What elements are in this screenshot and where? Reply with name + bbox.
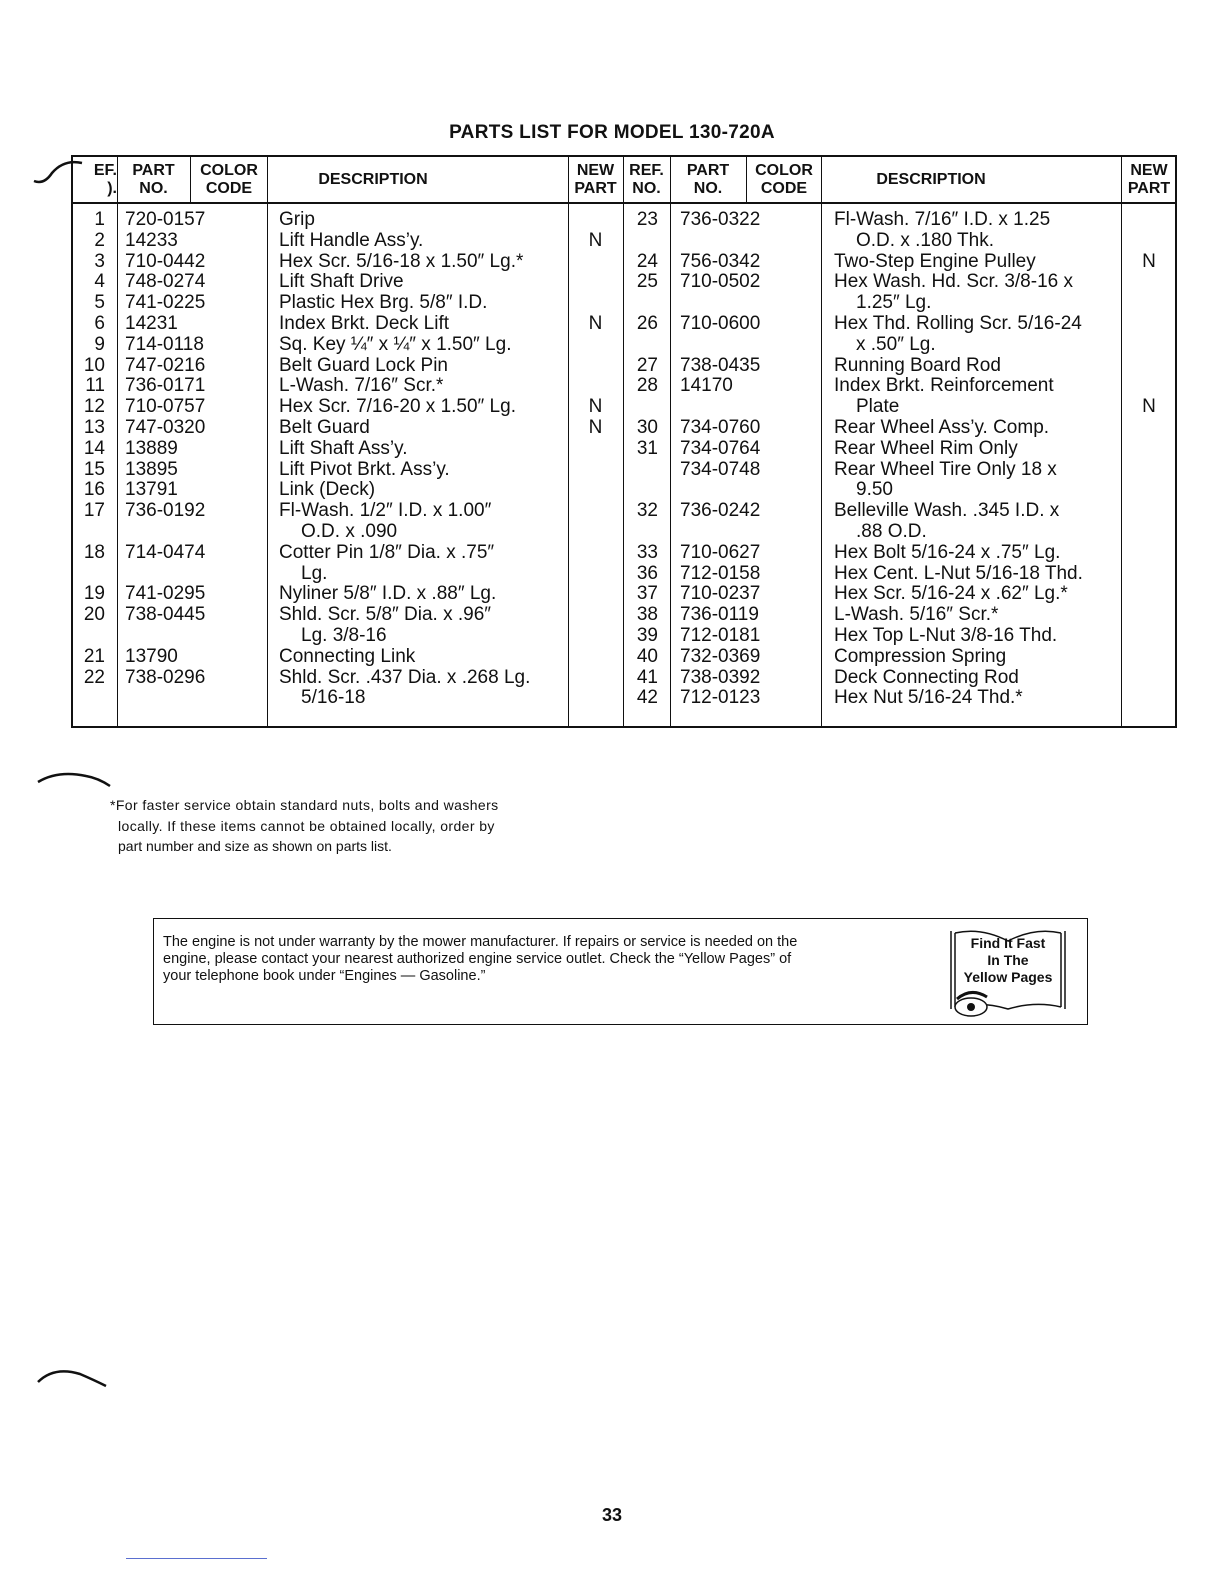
part-number: 710-0627 (680, 541, 761, 563)
footnote-line: part number and size as shown on parts list. (118, 838, 392, 854)
part-description: Belleville Wash. .345 I.D. x (834, 500, 1060, 522)
part-number: 720-0157 (125, 209, 206, 230)
part-description: Sq. Key ¼″ x ¼″ x 1.50″ Lg. (279, 333, 512, 355)
part-description: O.D. x .180 Thk. (856, 229, 994, 251)
part-description: Running Board Rod (834, 354, 1001, 376)
page-title: PARTS LIST FOR MODEL 130-720A (449, 122, 775, 143)
table-row (73, 313, 1175, 334)
ref-number: 1 (94, 209, 105, 230)
header-description-right: DESCRIPTION (876, 171, 986, 188)
part-description: Plate (856, 396, 900, 418)
part-number: 736-0322 (680, 209, 761, 230)
part-description: 5/16-18 (301, 687, 366, 709)
part-description: Hex Thd. Rolling Scr. 5/16-24 (834, 313, 1082, 334)
part-description: 9.50 (856, 479, 893, 501)
header-part-left: PART NO. (132, 162, 175, 197)
part-description: Nyliner 5/8″ I.D. x .88″ Lg. (279, 583, 497, 605)
part-number: 714-0474 (125, 541, 206, 563)
header-color-right: COLOR CODE (755, 162, 813, 197)
ref-number: 4 (94, 271, 105, 293)
badge-line: Find It Fast (970, 935, 1046, 951)
part-number: 748-0274 (125, 271, 206, 293)
ref-number: 38 (636, 604, 658, 626)
badge-text (947, 935, 1069, 986)
footnote-line: *For faster service obtain standard nuts, bolts and washers (110, 797, 499, 813)
table-row (73, 521, 1175, 542)
scan-mark (30, 155, 90, 190)
ref-number: 39 (636, 625, 658, 646)
part-description: Hex Cent. L-Nut 5/16-18 Thd. (834, 562, 1083, 584)
part-number: 710-0237 (680, 583, 761, 605)
ref-number: 41 (636, 666, 658, 688)
footnote-line: locally. If these items cannot be obtained locally, order by (118, 817, 495, 834)
part-description: Hex Nut 5/16-24 Thd.* (834, 687, 1023, 709)
warranty-notice (153, 918, 1088, 1025)
part-description: Lift Pivot Brkt. Ass’y. (279, 458, 450, 480)
ref-number: 6 (94, 313, 105, 334)
part-number: 714-0118 (125, 333, 204, 355)
part-description: Compression Spring (834, 645, 1007, 667)
ref-number: 23 (636, 209, 658, 230)
part-description: O.D. x .090 (301, 521, 398, 542)
ref-number: 32 (636, 500, 658, 522)
part-number: 710-0600 (680, 313, 761, 334)
part-number: 736-0242 (680, 500, 761, 522)
part-number: 756-0342 (680, 250, 761, 272)
part-description: .88 O.D. (856, 521, 927, 542)
table-row (73, 542, 1175, 563)
ref-number: 42 (636, 687, 658, 709)
warranty-line: engine, please contact your nearest authorized engine service outlet. Check the “Yellow Pages” of (163, 951, 792, 967)
part-number: 734-0748 (680, 458, 761, 480)
part-description: Shld. Scr. 5/8″ Dia. x .96″ (279, 604, 491, 626)
ref-number: 20 (83, 604, 105, 626)
warranty-line: The engine is not under warranty by the mower manufacturer. If repairs or service is needed on the (163, 934, 798, 950)
part-description: Belt Guard (279, 417, 370, 438)
header-description-left: DESCRIPTION (318, 171, 428, 188)
part-number: 738-0296 (125, 666, 206, 688)
part-number: 710-0502 (680, 271, 761, 293)
part-description: Lift Shaft Ass’y. (279, 437, 408, 459)
part-number: 712-0181 (680, 625, 761, 646)
table-row (73, 563, 1175, 584)
table-row (73, 604, 1175, 625)
header-new-left: NEW PART (574, 162, 617, 197)
part-description: Belt Guard Lock Pin (279, 354, 448, 376)
table-row (73, 479, 1175, 500)
table-row (73, 230, 1175, 251)
part-number: 712-0123 (680, 687, 761, 709)
part-description: Lift Handle Ass’y. (279, 229, 424, 251)
table-row (73, 646, 1175, 667)
table-row (73, 251, 1175, 272)
part-description: Rear Wheel Ass’y. Comp. (834, 417, 1050, 438)
part-description: Hex Scr. 5/16-18 x 1.50″ Lg.* (279, 250, 524, 272)
header-ref-left: EF. ). (93, 162, 117, 197)
part-description: 1.25″ Lg. (856, 292, 932, 314)
ref-number: 36 (636, 562, 658, 584)
footnote (110, 795, 630, 857)
header-new-right: NEW PART (1127, 162, 1171, 197)
part-description: Fl-Wash. 7/16″ I.D. x 1.25 (834, 209, 1051, 230)
new-part-flag: N (588, 229, 603, 251)
part-description: L-Wash. 5/16″ Scr.* (834, 604, 999, 626)
telephone-icon (955, 992, 987, 1016)
header-ref-right: REF. NO. (629, 162, 664, 197)
warranty-line: your telephone book under “Engines — Gasoline.” (163, 968, 486, 984)
part-number: 738-0435 (680, 354, 761, 376)
ref-number: 5 (94, 292, 105, 314)
part-number: 741-0295 (125, 583, 206, 605)
new-part-flag: N (1142, 250, 1156, 272)
badge-line: In The (987, 952, 1029, 968)
table-row (73, 355, 1175, 376)
part-description: Hex Bolt 5/16-24 x .75″ Lg. (834, 541, 1061, 563)
ref-number: 19 (83, 583, 105, 605)
part-number: 741-0225 (125, 292, 206, 314)
part-description: x .50″ Lg. (856, 333, 936, 355)
table-row (73, 209, 1175, 230)
new-part-flag: N (588, 396, 603, 418)
part-description: Deck Connecting Rod (834, 666, 1019, 688)
part-number: 734-0760 (680, 417, 761, 438)
header-color-left: COLOR CODE (200, 162, 258, 197)
part-number: 736-0171 (125, 375, 206, 397)
part-description: Two-Step Engine Pulley (834, 250, 1036, 272)
ref-number: 11 (85, 375, 105, 397)
ref-number: 14 (83, 437, 105, 459)
ref-number: 3 (94, 250, 105, 272)
ref-number: 9 (94, 333, 105, 355)
part-description: Rear Wheel Tire Only 18 x (834, 458, 1057, 480)
ref-number: 25 (636, 271, 658, 293)
scan-mark (36, 1362, 116, 1392)
ref-number: 33 (636, 541, 658, 563)
part-number: 738-0445 (125, 604, 206, 626)
page-number: 33 (601, 1505, 623, 1525)
table-row (73, 687, 1175, 708)
part-description: Plastic Hex Brg. 5/8″ I.D. (279, 292, 488, 314)
part-description: Hex Scr. 5/16-24 x .62″ Lg.* (834, 583, 1068, 605)
part-number: 736-0119 (680, 604, 759, 626)
ref-number: 18 (83, 541, 105, 563)
ref-number: 28 (636, 375, 658, 397)
footer-rule (126, 1558, 267, 1559)
table-row (73, 500, 1175, 521)
part-number: 13791 (125, 479, 178, 501)
table-row (73, 417, 1175, 438)
part-number: 710-0442 (125, 250, 206, 272)
part-description: Cotter Pin 1/8″ Dia. x .75″ (279, 541, 495, 563)
header-rule (73, 202, 1175, 204)
warranty-text (163, 934, 943, 985)
ref-number: 26 (636, 313, 658, 334)
part-description: Link (Deck) (279, 479, 376, 501)
part-description: Connecting Link (279, 645, 416, 667)
ref-number: 24 (636, 250, 658, 272)
part-number: 13895 (125, 458, 178, 480)
part-number: 747-0216 (125, 354, 206, 376)
part-description: Index Brkt. Deck Lift (279, 313, 450, 334)
new-part-flag: N (588, 313, 603, 334)
ref-number: 10 (83, 354, 105, 376)
ref-number: 30 (636, 417, 658, 438)
part-description: Lg. 3/8-16 (301, 625, 387, 646)
part-description: Lift Shaft Drive (279, 271, 404, 293)
part-number: 14170 (680, 375, 733, 397)
ref-number: 37 (636, 583, 658, 605)
part-number: 14231 (125, 313, 178, 334)
part-description: Shld. Scr. .437 Dia. x .268 Lg. (279, 666, 531, 688)
part-number: 747-0320 (125, 417, 206, 438)
ref-number: 13 (83, 417, 105, 438)
ref-number: 2 (94, 229, 105, 251)
parts-table (71, 155, 1177, 728)
table-row (73, 375, 1175, 396)
table-row (73, 396, 1175, 417)
table-row (73, 583, 1175, 604)
table-row (73, 459, 1175, 480)
scan-mark (36, 768, 116, 790)
ref-number: 16 (83, 479, 105, 501)
part-description: L-Wash. 7/16″ Scr.* (279, 375, 444, 397)
ref-number: 12 (83, 396, 105, 418)
ref-number: 31 (636, 437, 658, 459)
part-description: Index Brkt. Reinforcement (834, 375, 1054, 397)
table-row (73, 625, 1175, 646)
table-row (73, 271, 1175, 292)
part-description: Fl-Wash. 1/2″ I.D. x 1.00″ (279, 500, 492, 522)
ref-number: 17 (83, 500, 105, 522)
part-number: 738-0392 (680, 666, 761, 688)
part-description: Hex Scr. 7/16-20 x 1.50″ Lg. (279, 396, 516, 418)
part-number: 734-0764 (680, 437, 761, 459)
table-row (73, 438, 1175, 459)
ref-number: 40 (636, 645, 658, 667)
ref-number: 22 (83, 666, 105, 688)
ref-number: 15 (83, 458, 105, 480)
ref-number: 21 (83, 645, 105, 667)
part-number: 710-0757 (125, 396, 206, 418)
part-description: Grip (279, 209, 315, 230)
part-number: 732-0369 (680, 645, 761, 667)
part-number: 736-0192 (125, 500, 206, 522)
part-description: Hex Top L-Nut 3/8-16 Thd. (834, 625, 1058, 646)
part-description: Lg. (301, 562, 328, 584)
part-number: 13790 (125, 645, 178, 667)
table-row (73, 334, 1175, 355)
yellow-pages-badge (947, 927, 1069, 1013)
table-row (73, 667, 1175, 688)
header-part-right: PART NO. (686, 162, 730, 197)
table-row (73, 292, 1175, 313)
part-number: 14233 (125, 229, 178, 251)
badge-line: Yellow Pages (963, 969, 1053, 985)
part-number: 712-0158 (680, 562, 761, 584)
part-description: Hex Wash. Hd. Scr. 3/8-16 x (834, 271, 1073, 293)
part-number: 13889 (125, 437, 178, 459)
ref-number: 27 (636, 354, 658, 376)
new-part-flag: N (1142, 396, 1156, 418)
new-part-flag: N (588, 417, 603, 438)
part-description: Rear Wheel Rim Only (834, 437, 1018, 459)
